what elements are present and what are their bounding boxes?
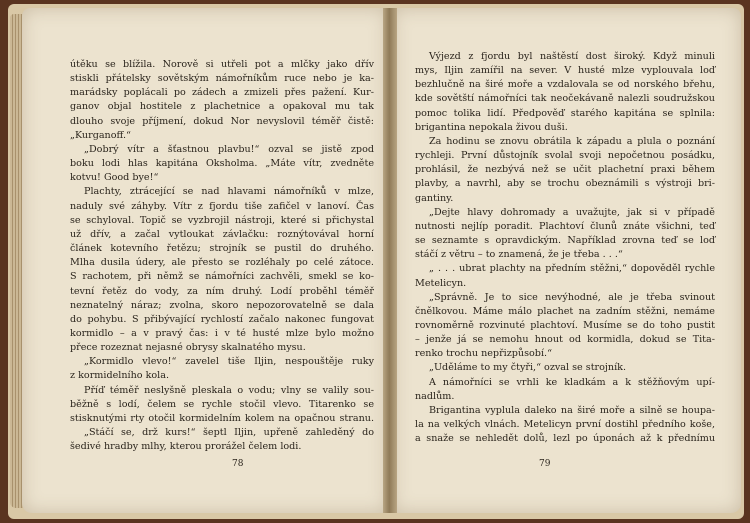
text-line: A námořníci se vrhli ke kladkám a k stěžňovým upí-: [429, 376, 715, 388]
text-line: už dřív, a začal vytloukat závlačku: roznýtovával horní: [70, 228, 374, 240]
text-line: marádsky poplácali po zádech a zmizeli přes pažení. Kur-: [70, 87, 374, 99]
text-line: nutnosti nejlíp poradit. Plachtoví člunů znáte všichni, teď: [415, 220, 715, 232]
text-line: „Kurganoff.“: [70, 129, 131, 141]
text-line: se seznamte s opravdickým. Například zrovna teď se loď: [415, 235, 715, 247]
text-line: rychleji. První důstojník svolal svoji nepočetnou posádku,: [415, 150, 715, 162]
text-line: – jenže já se nemohu hnout od kormidla, dokud se Tita-: [415, 334, 715, 346]
text-line: stáčí z větru – to znamená, že je třeba . . .“: [415, 249, 623, 261]
text-line: Výjezd z fjordu byl naštěstí dost široký. Když minuli: [429, 51, 715, 62]
text-line: gantiny.: [415, 192, 454, 204]
text-line: „ . . . ubrat plachty na předním stěžni,“ dopověděl rychle: [429, 263, 715, 275]
text-line: běžně s lodí, čelem se rychle stočil vlevo. Titarenko se: [70, 398, 374, 410]
text-line: renko trochu nepřizpůsobí.“: [415, 348, 552, 360]
text-line: tevní řetěz do vody, za ním druhý. Lodí proběhl téměř: [70, 285, 374, 297]
text-line: rovnoměrně rozvinuté plachtoví. Musíme se do toho pustit: [415, 319, 715, 331]
text-line: čnělkovou. Máme málo plachet na zadním stěžni, nemáme: [415, 305, 715, 317]
text-line: Brigantina vyplula daleko na širé moře a silně se houpa-: [429, 404, 715, 416]
page-number-right: 79: [539, 459, 551, 469]
text-line: šedivé hradby mlhy, kterou prorážel čelem lodi.: [70, 441, 302, 453]
text-line: stisknutými rty otočil kormidelním kolem na opačnou stranu.: [70, 412, 374, 424]
page-number-left: 78: [232, 459, 244, 469]
text-line: se schyloval. Topič se vyzbrojil nástroji, které si přichystal: [70, 214, 374, 226]
text-line: „Správně. Je to sice nevýhodné, ale je třeba svinout: [429, 291, 715, 303]
text-line: bezhlučně na širé moře a vzdalovala se od norského břehu,: [415, 79, 715, 91]
text-line: boku lodi hlas kapitána Oksholma. „Máte vítr, zvedněte: [70, 158, 374, 170]
text-line: kormidlo – a v pravý čas: i v té husté mlze bylo možno: [70, 327, 374, 339]
text-line: Příď téměř neslyšně pleskala o vodu; vlny se valily sou-: [84, 384, 374, 396]
text-line: prohlásil, že nezbývá než se učit plachetní praxi během: [415, 164, 715, 176]
text-line: „Uděláme to my čtyři,“ ozval se strojník.: [429, 362, 627, 374]
text-line: a snaže se nehledět dolů, lezl po úponách až k přednímu: [415, 433, 715, 445]
text-line: stiskli přátelsky sovětským námořníkům ruce nebo je ka-: [70, 73, 374, 85]
right-page-text: [415, 50, 715, 446]
text-line: „Dobrý vítr a šťastnou plavbu!“ ozval se jistě zpod: [84, 143, 374, 155]
text-line: z kormidelního kola.: [70, 370, 170, 382]
text-line: ganov objal hostitele z plachetnice a opakoval mu tak: [70, 101, 374, 113]
text-line: „Kormidlo vlevo!“ zavelel tiše Iljin, nespouštěje ruky: [84, 356, 374, 368]
text-line: pomoc tolika lidí. Předpověď starého kapitána se splnila:: [415, 107, 715, 119]
text-line: naduly své záhyby. Vítr z fjordu tiše zafičel v lanoví. Čas: [70, 200, 374, 212]
text-line: „Stáčí se, drž kurs!“ šeptl Iljin, upřeně zahleděný do: [84, 427, 374, 439]
text-line: „Dejte hlavy dohromady a uvažujte, jak si v případě: [429, 206, 715, 218]
book-gutter: [383, 8, 397, 513]
text-line: plavby, a navrhl, aby se trochu obeznámili s výstroji bri-: [415, 178, 715, 190]
left-page-text: [70, 58, 374, 454]
text-line: útěku se blížila. Norově si utřeli pot a mlčky jako dřív: [70, 59, 374, 70]
text-line: článek kotevního řetězu; strojník se pustil do druhého.: [70, 243, 374, 255]
text-line: do pohybu. S přibývající rychlostí začalo nakonec fungovat: [70, 313, 374, 325]
text-line: neznatelný náraz; zvolna, skoro nepozorovatelně se dala: [70, 299, 374, 311]
text-line: přece rozeznat nejasné obrysy skalnatého mysu.: [70, 342, 306, 354]
text-line: Metelicyn.: [415, 277, 467, 289]
text-line: S rachotem, při němž se námořníci zachvěli, smekl se ko-: [70, 271, 374, 283]
text-line: la na velkých vlnách. Metelicyn první dostihl předního koše,: [415, 419, 715, 431]
text-line: brigantina nepokala živou duši.: [415, 121, 568, 133]
text-line: dlouho svoje příjmení, dokud Nor nevyslovil téměř čistě:: [70, 115, 374, 127]
text-line: kotvu! Good bye!“: [70, 172, 159, 184]
text-line: kde sovětští námořníci tak neočekávaně nalezli soudružskou: [415, 93, 715, 105]
text-line: Plachty, ztrácející se nad hlavami námořníků v mlze,: [84, 186, 374, 198]
text-line: Za hodinu se znovu obrátila k západu a plula o poznání: [429, 135, 715, 147]
text-line: Mlha dusila údery, ale přesto se rozléhaly po celé zátoce.: [70, 257, 374, 269]
text-line: nadlům.: [415, 390, 455, 402]
text-line: mys, Iljin zamířil na sever. V husté mlze vyplouvala loď: [415, 65, 715, 77]
